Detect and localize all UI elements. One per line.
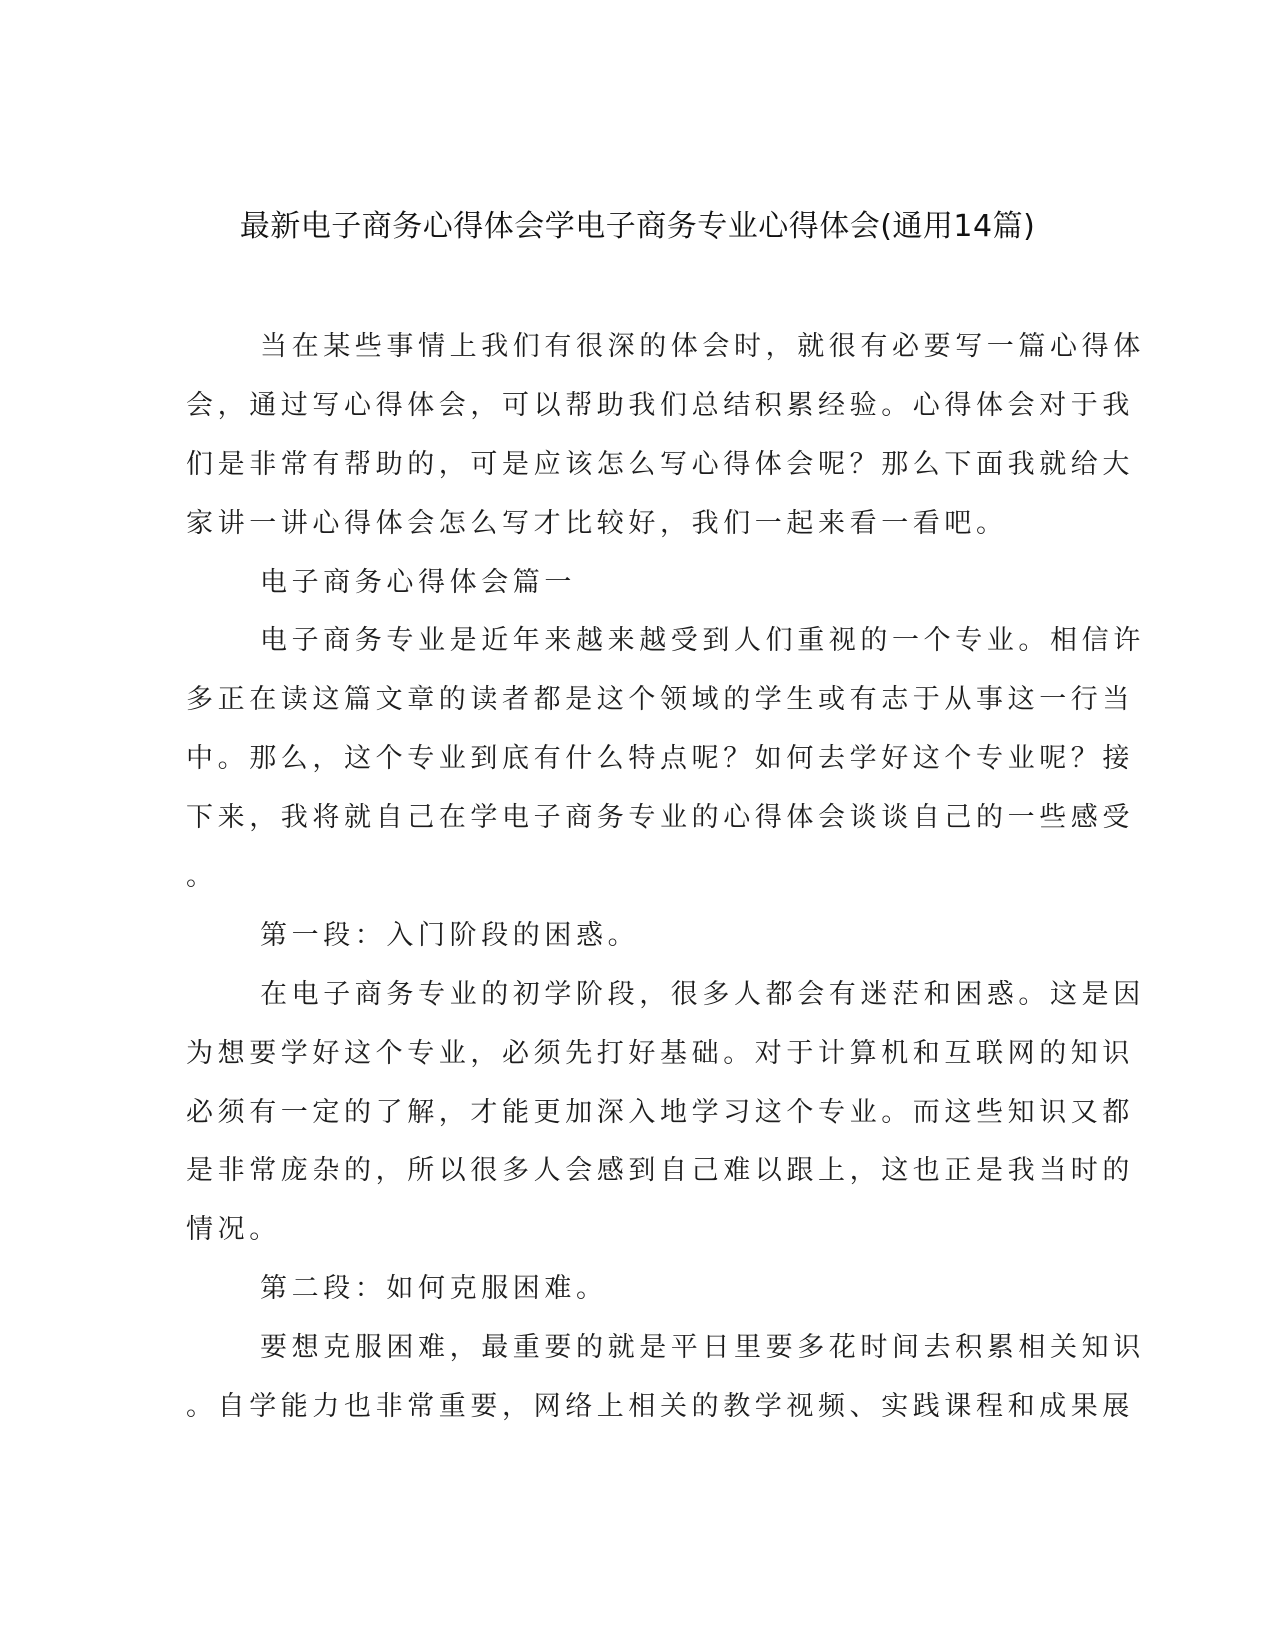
document-body [186, 318, 1145, 1437]
body-line: 。 [186, 861, 218, 893]
body-line: 电子商务心得体会篇一 [260, 566, 576, 598]
body-line: 电子商务专业是近年来越来越受到人们重视的一个专业。相信许 [260, 625, 1145, 657]
body-line: 是非常庞杂的，所以很多人会感到自己难以跟上，这也正是我当时的 [186, 1155, 1134, 1187]
body-line: 第二段：如何克服困难。 [260, 1273, 608, 1305]
body-line: 多正在读这篇文章的读者都是这个领域的学生或有志于从事这一行当 [186, 684, 1134, 716]
body-line: 家讲一讲心得体会怎么写才比较好，我们一起来看一看吧。 [186, 507, 1008, 539]
body-line: 下来，我将就自己在学电子商务专业的心得体会谈谈自己的一些感受 [186, 802, 1134, 834]
body-line: 中。那么，这个专业到底有什么特点呢？如何去学好这个专业呢？接 [186, 743, 1134, 775]
body-line: 们是非常有帮助的，可是应该怎么写心得体会呢？那么下面我就给大 [186, 448, 1134, 480]
body-line: 当在某些事情上我们有很深的体会时，就很有必要写一篇心得体 [260, 331, 1145, 362]
body-line: 第一段：入门阶段的困惑。 [260, 919, 640, 951]
document-title: 最新电子商务心得体会学电子商务专业心得体会(通用14篇) [239, 209, 1036, 244]
body-line: 为想要学好这个专业，必须先打好基础。对于计算机和互联网的知识 [186, 1037, 1134, 1069]
body-line: 要想克服困难，最重要的就是平日里要多花时间去积累相关知识 [260, 1332, 1145, 1364]
body-line: 情况。 [186, 1214, 281, 1246]
body-line: 。自学能力也非常重要，网络上相关的教学视频、实践课程和成果展 [186, 1391, 1134, 1423]
body-line: 必须有一定的了解，才能更加深入地学习这个专业。而这些知识又都 [186, 1096, 1134, 1128]
body-line: 在电子商务专业的初学阶段，很多人都会有迷茫和困惑。这是因 [260, 978, 1145, 1010]
body-line: 会，通过写心得体会，可以帮助我们总结积累经验。心得体会对于我 [186, 389, 1134, 421]
